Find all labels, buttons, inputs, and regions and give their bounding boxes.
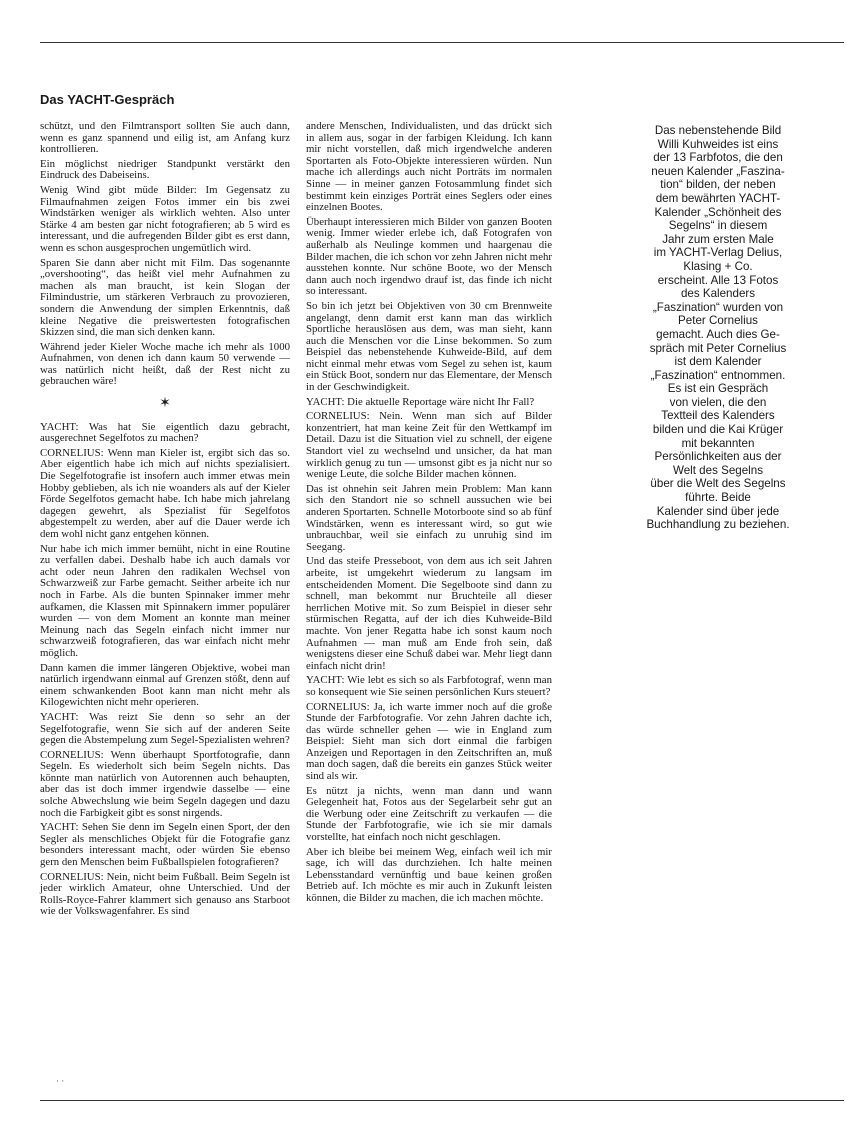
paragraph: YACHT: Sehen Sie denn im Segeln einen Sport, der den Segler als menschliches Objekt für die Fotografie ganz besonders interessant macht, oder würden Sie ebenso gern den Menschen beim Fußballspielen fotografieren? xyxy=(40,821,290,869)
caption-line: führte. Beide xyxy=(685,491,751,505)
caption-line: über die Welt des Segelns xyxy=(650,477,786,491)
paragraph: YACHT: Was hat Sie eigentlich dazu gebracht, ausgerechnet Segelfotos zu machen? xyxy=(40,420,290,445)
caption-line: Es ist ein Gespräch xyxy=(667,382,769,396)
caption-line: Kalender sind über jede xyxy=(656,504,780,518)
bottom-rule xyxy=(40,1100,844,1101)
paragraph: YACHT: Die aktuelle Reportage wäre nicht Ihr Fall? xyxy=(306,395,535,408)
paragraph: schützt, und den Filmtransport sollten Sie auch dann, wenn es ganz spannend und eilig ist, am Anfang kurz kontrollieren. xyxy=(40,120,290,156)
caption-line: Klasing + Co. xyxy=(683,259,753,273)
text-column-middle xyxy=(306,121,552,908)
caption-line: Willi Kuhweides ist eins xyxy=(657,137,779,151)
caption-line: gemacht. Auch dies Ge- xyxy=(656,327,780,341)
caption-line: „Faszination“ wurden von xyxy=(652,300,784,314)
paragraph: Das ist ohnehin seit Jahren mein Problem: Man kann sich den Standort nie so schnell aussuchen wie bei anderen Sportarten. Schnelle Motorboote sind so ab fünf Windstärken, wenn es interessant wird, so gut wie unbrauchbar, weil sie einfach zu unruhig sind im Seegang. xyxy=(306,482,552,553)
caption-line: Welt des Segelns xyxy=(672,463,763,477)
paragraph: CORNELIUS: Nein. Wenn man sich auf Bilder konzentriert, hat man keine Zeit für den Wettkampf im Detail. Dazu ist die Situation viel zu schnell, der eigene Standort viel zu wechselnd und unsicher, da hat man wirklich genug zu tun — umsonst gibt es ja nicht nur so wenige Leute, die solche Bilder machen können. xyxy=(306,410,552,481)
paragraph: Und das steife Presseboot, von dem aus ich seit Jahren arbeite, ist umgekehrt wiederum zu langsam im entscheidenden Moment. Die Segelboote sind dann zu schnell, man bekommt nur Bruchteile all dieser herrlichen Motive mit. So zum Beispiel in dieser sehr stürmischen Regatta, auf der ich dies Kuhweide-Bild machte. Von jener Regatta habe ich sonst kaum noch Aufnahmen — man muß am Ende froh sein, daß wenigstens dieser eine Schuß dabei war. Mehr liegt dann einfach nicht drin! xyxy=(306,555,552,672)
caption-line: tion“ bilden, der neben xyxy=(660,178,776,192)
paragraph: Dann kamen die immer längeren Objektive, wobei man natürlich irgendwann einmal auf Grenzen stößt, denn auf einem schwankenden Boot kann man nicht mehr als Kilogewichten nicht mehr operieren. xyxy=(40,661,290,709)
paragraph: So bin ich jetzt bei Objektiven von 30 cm Brennweite angelangt, denn damit erst kann man das wirklich Sportliche herauslösen aus dem, was man sieht, kann auch die Menschen vor die Linse bekommen. So zum Beispiel das nebenstehende Kuhweide-Bild, auf dem nicht einmal mehr etwas vom Segel zu sehen ist, kaum ein Stück Boot, sondern nur das Elementare, der Mensch in der Geschwindigkeit. xyxy=(306,299,552,394)
paragraph: Nur habe ich mich immer bemüht, nicht in eine Routine zu verfallen dabei. Deshalb habe ich auch damals vor acht oder neun Jahren den radikalen Wechsel von Schwarzweiß zur Farbe gemacht. Seither arbeite ich nur noch in Farbe. Als die bunten Spinnaker immer mehr aufkamen, die Klassen mit Spinnakern immer populärer wurden — von dem Moment an konnte man meiner Meinung nach das Segeln einfach nicht immer nur schwarzweiß fotografieren, das war einfach nicht mehr möglich. xyxy=(40,542,290,659)
paragraph: CORNELIUS: Wenn man Kieler ist, ergibt sich das so. Aber eigentlich habe ich mich auf nichts spezialisiert. Die Segelfotografie ist insofern auch immer etwas mein Hobby geblieben, als ich nie woanders als auf der Kieler Förde Segelfotos gemacht habe. Ich habe mich jahrelang dagegen gewehrt, als Spezialist für Segelfotos abgestempelt zu werden, aber auf die Dauer werde ich dem wohl nicht ganz entgehen können. xyxy=(40,446,290,540)
paragraph: Ein möglichst niedriger Standpunkt verstärkt den Eindruck des Dabeiseins. xyxy=(40,157,290,182)
paragraph: Sparen Sie dann aber nicht mit Film. Das sogenannte „overshooting“, das heißt viel mehr Aufnahmen zu machen als man braucht, ist kein Slogan der Filmindustrie, um stärkeren Verbrauch zu provozieren, sondern die Anwendung der simplen Erkenntnis, daß kleine Negative die preiswertesten fotografischen Skizzen sind, die man sich denken kann. xyxy=(40,256,290,339)
caption-line: im YACHT-Verlag Delius, xyxy=(653,246,783,260)
caption-line: der 13 Farbfotos, die den xyxy=(653,151,783,165)
paragraph: Während jeder Kieler Woche mache ich mehr als 1000 Aufnahmen, von denen ich dann kaum 50 verwende — was natürlich nicht heißt, daß der Rest nicht zu gebrauchen wäre! xyxy=(40,340,290,388)
print-smudge: · · xyxy=(56,1076,65,1086)
page-title: Das YACHT-Gespräch xyxy=(40,92,175,107)
caption-line: Persönlichkeiten aus der xyxy=(654,450,782,464)
caption-line: Buchhandlung zu beziehen. xyxy=(646,518,790,532)
paragraph: CORNELIUS: Nein, nicht beim Fußball. Beim Segeln ist jeder wirklich Amateur, ohne Unterschied. Und der Rolls-Royce-Fahrer klammert sich genauso ans Starboot wie der Volkswagenfahrer. Es sind xyxy=(40,870,290,918)
paragraph: CORNELIUS: Ja, ich warte immer noch auf die große Stunde der Farbfotografie. Vor zehn Jahren dachte ich, das würde schneller gehen — wie in England zum Beispiel: Sieht man sich dort einmal die farbigen Anzeigen und Reportagen in den Zeitschriften an, muß man doch sagen, daß die bereits ein ganzes Stück weiter sind als wir. xyxy=(306,700,552,783)
caption-line: neuen Kalender „Faszina- xyxy=(651,164,785,178)
paragraph: Überhaupt interessieren mich Bilder von ganzen Booten wenig. Immer wieder erlebe ich, daß Fotografen von außerhalb als Neulinge kommen und haargenau die Bilder machen, die ich schon vor zehn Jahren nicht mehr ausstehen konnte. Nur schöne Boote, wo der Mensch dann auch noch irgendwo drauf ist, das finde ich nicht so interessant. xyxy=(306,215,552,298)
paragraph: CORNELIUS: Wenn überhaupt Sportfotografie, dann Segeln. Es wiederholt sich beim Segeln nichts. Das könnte man natürlich von Autorennen auch behaupten, aber das ist doch immer irgendwie dasselbe — eine solche Abwechslung wie beim Segeln dagegen und dazu noch die Farbigkeit gibt es sonst nirgends. xyxy=(40,748,290,819)
paragraph: Es nützt ja nichts, wenn man dann und wann Gelegenheit hat, Fotos aus der Segelarbeit sehr gut an die Werbung oder eine Zeitschrift zu verkaufen — die Stunde der Farbfotografie, wie ich sie mir damals vorstellte, hat einfach noch nicht geschlagen. xyxy=(306,784,552,844)
caption-line: „Faszination“ entnommen. xyxy=(650,368,786,382)
caption-line: spräch mit Peter Cornelius xyxy=(649,341,787,355)
caption-line: erscheint. Alle 13 Fotos xyxy=(657,273,779,287)
caption-line: Textteil des Kalenders xyxy=(661,409,775,423)
caption-line: von vielen, die den xyxy=(669,395,767,409)
caption-line: Segelns“ in diesem xyxy=(668,219,768,233)
section-divider-star: ✶ xyxy=(159,396,171,412)
paragraph: andere Menschen, Individualisten, und das drückt sich in allem aus, sogar in der farbigen Kleidung. Ich kann mir nicht vorstellen, daß mich irgendwelche anderen Sportarten als Foto-Objekte interessieren würden. Nun mache ich allerdings auch nicht Porträts im normalen Sinne — in meiner ganzen Fotosammlung findet sich bestimmt kein einziges Porträt eines Seglers oder eines einzelnen Bootes. xyxy=(306,120,552,214)
caption-line: dem bewährten YACHT- xyxy=(655,191,781,205)
caption-line: Das nebenstehende Bild xyxy=(654,124,782,137)
sidebar-caption xyxy=(612,124,824,532)
paragraph: YACHT: Was reizt Sie denn so sehr an der Segelfotografie, wenn Sie sich auf der anderen Seite gegen die Abstempelung zum Segel-Spezialisten wehren? xyxy=(40,710,290,747)
paragraph: Aber ich bleibe bei meinem Weg, einfach weil ich mir sage, ich will das durchziehen. Ich halte meinen Lebensstandard vernünftig und baue keinen großen Betrieb auf. Ich möchte es mir auch in Zukunft leisten können, die Bilder zu machen, die ich machen möchte. xyxy=(306,845,552,904)
caption-line: mit bekannten xyxy=(681,436,755,450)
caption-line: des Kalenders xyxy=(680,287,756,301)
caption-line: Peter Cornelius xyxy=(678,314,758,328)
caption-line: ist dem Kalender xyxy=(674,355,762,369)
text-column-left xyxy=(40,121,290,921)
top-rule xyxy=(40,42,844,43)
caption-line: Jahr zum ersten Male xyxy=(662,232,774,246)
caption-line: bilden und die Kai Krüger xyxy=(652,423,784,437)
paragraph: YACHT: Wie lebt es sich so als Farbfotograf, wenn man so konsequent wie Sie seinen persönlichen Kurs steuert? xyxy=(306,674,552,698)
caption-line: Kalender „Schönheit des xyxy=(654,205,782,219)
paragraph: Wenig Wind gibt müde Bilder: Im Gegensatz zu Filmaufnahmen zeigen Fotos immer ein bis zwei Windstärken weniger als wirklich wehten. Also unter Stärke 4 am besten gar nicht fotografieren; ab 5 wird es interessant, und die aufregenden Bilder gibt es erst dann, wenn es schon ausgesprochen ungemütlich wird. xyxy=(40,183,290,254)
